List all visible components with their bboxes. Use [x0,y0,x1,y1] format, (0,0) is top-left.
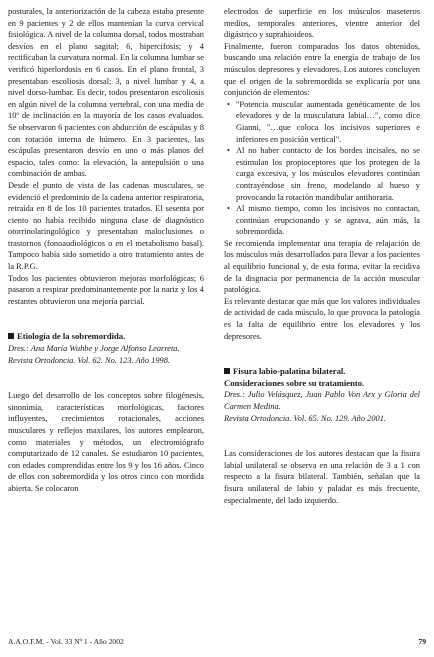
paragraph: Es relevante destacar que más que los valores individuales de actividad de cada músculo, lo que provoca la patología es la falta de equilibrio entre los elevadores y los depresores. [224,296,420,341]
paragraph: Desde el punto de vista de las cadenas musculares, se evidenció el predominio de la cadena anterior respiratoria, retraída en 8 de los 10 pacientes tratados. El sesenta por ciento no había recibido ninguna clase de diagnóstico otorrinolaringológico y presentaban maloclusiones o trastornos (fonoaudiológicos o en el metabolismo basal). Tampoco había sido sometido a otro tratamiento antes de la R.P.G. [8,180,204,272]
bullet-list [224,99,420,238]
list-item: • Al no haber contacto de los bordes incisales, no se estimulan los propioceptores que los protegen de la carga excesiva, y los músculos elevadores continúan contrayéndose sin freno, modelando al hueso y provocando la rotación mandibular antihoraria. [224,145,420,203]
section-title-text: Fisura labio-palatina bilateral. [233,366,346,377]
paragraph: posturales, la anteriorización de la cabeza estaba presente en 9 pacientes y 2 de ellos mantenían la curva cervical fisiológica. A nivel de la columna dorsal, todos mostraban desvíos en el plano sagital; 6, hipercifosis; y 4 rectificaban la curvatura normal. En la columna lumbar se verificó hiperlordosis en 6 casos. En el plano frontal, 3 presentaban escoliosis dorsal; 3, a nivel lumbar y 4, a nivel dorso-lumbar. Es decir, todos presentaron escoliosis en algún nivel de la columna vertebral, con una media de 10º de inclinación en la mayoría de los casos evaluados. Se observaron 6 pacientes con abducción de escápulas y 8 con rotación interna de húmero. En 3 pacientes, las escápulas presentaron desvío en uno o más planos del espacio, tales como: la elevación, la antepulsión o una combinación de ambas. [8,7,204,179]
paragraph: Se recomienda implementar una terapia de relajación de los músculos más desarrollados para llevar a los pacientes al equilibrio funcional y, de esta forma, evitar la recidiva de la disgnacia por permanencia de la acción muscular patológica. [224,238,420,295]
right-column [224,6,420,506]
square-bullet-icon [8,333,14,339]
paragraph: Todos los pacientes obtuvieron mejoras morfológicas; 6 pasaron a respirar predominantemente por la nariz y los 4 restantes obtuvieron una mejoría parcial. [8,273,204,306]
section-authors: Dres.: Julio Velásquez, Juan Pablo Von Arx y Gloria del Carmen Medina. [224,390,420,411]
paragraph: electrodos de superficie en los músculos maseteros medios, temporales anteriores, vientre anterior del digástrico y suprahioideos. [224,7,420,40]
square-bullet-icon [224,368,230,374]
paragraph: Luego del desarrollo de los conceptos sobre filogénesis, sinonimia, características morfológicas, factores influyentes, crecimientos rotacionales, acciones musculares y reflejos maxilares, los autores emplearon, como materiales y métodos, un electromiógrafo computarizado de 12 canales. Se estudiaron 10 pacientes, con edades comprendidas entre los 9 y los 16 años. Cinco de ellos con sobremordida y los otros cinco con mordida abierta. Se colocaron [8,391,204,493]
footer-journal: A.A.O.F.M. - Vol. 33 Nº 1 - Año 2002 [8,637,124,646]
section-citation: Revista Ortodoncia. Vol. 62. No. 123. Año 1998. [8,355,170,365]
section-title-text: Etiología de la sobremordida. [17,331,126,342]
list-item: • "Potencia muscular aumentada genéticamente de los elevadores y de la musculatura labial…", como dice Gianni, "…que coloca los incisivos superiores e inferiores en posición vertical". [224,99,420,145]
left-column [8,6,204,495]
paragraph: Finalmente, fueron comparados los datos obtenidos, buscando una relación entre la energía de trabajo de los músculos depresores y elevadores. Los autores concluyen que el origen de la sobremordida se explicaría por una conjunción de elementos: [224,41,420,98]
section-title [224,366,420,378]
section-authors: Dres.: Ana María Wuhbe y Jorge Alfonso Learreta. [8,344,180,354]
section-subtitle: Consideraciones sobre su tratamiento. [224,377,365,388]
paragraph: Las consideraciones de los autores destacan que la fisura labial unilateral se observa en una relación de 3 a 1 con respecto a la fisura bilateral. También, señalan que la fisura unilateral de labio y paladar es más frecuente, especialmente, del lado izquierdo. [224,449,420,505]
section-title [8,331,204,343]
list-item: • Al mismo tiempo, como los incisivos no contactan, continúan erupcionando y se agrava, aún más, la sobremordida. [224,203,420,238]
page-number: 79 [418,637,426,646]
section-citation: Revista Ortodoncia. Vol. 65. No. 129. Año 2001. [224,413,386,423]
